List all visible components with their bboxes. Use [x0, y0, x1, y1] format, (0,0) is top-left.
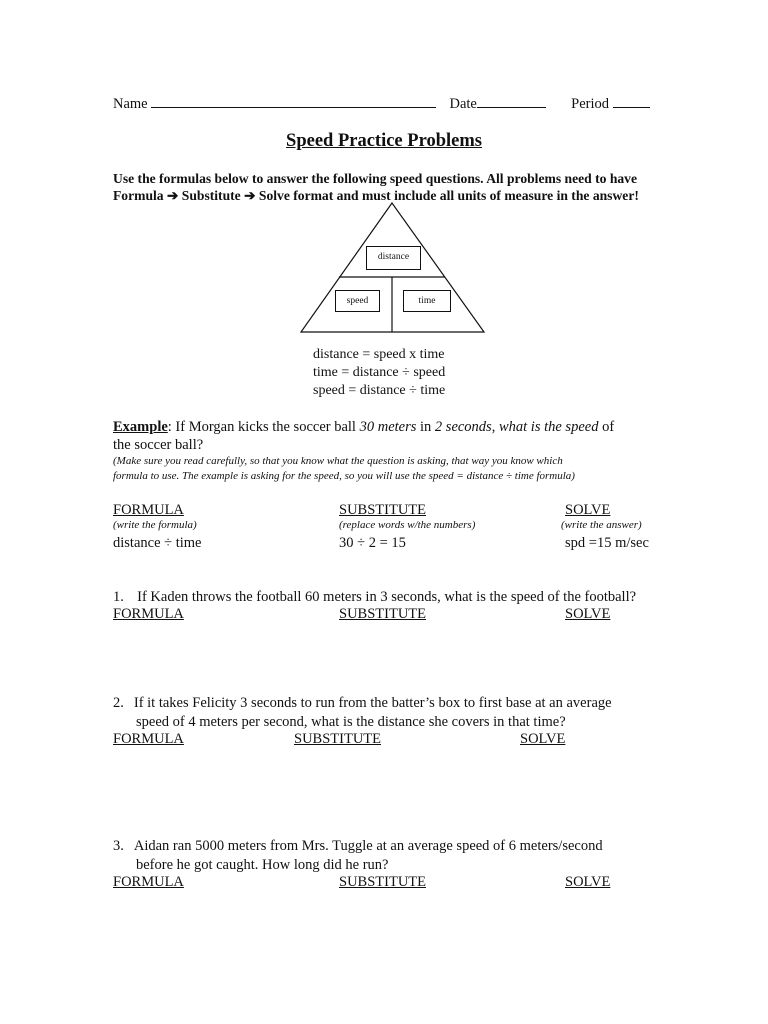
question-1-number: 1.	[113, 589, 124, 605]
q2-solve-header: SOLVE	[520, 731, 566, 747]
formula-triangle	[298, 200, 488, 336]
example	[113, 418, 614, 454]
example-solve-header: SOLVE	[565, 502, 611, 518]
q3-formula-header: FORMULA	[113, 874, 184, 890]
triangle-time-box: time	[403, 290, 451, 312]
name-field[interactable]	[151, 93, 436, 108]
example-formula-value: distance ÷ time	[113, 535, 202, 551]
question-2-text-2: speed of 4 meters per second, what is the distance she covers in that time?	[136, 714, 566, 730]
q2-substitute-header: SUBSTITUTE	[294, 731, 381, 747]
header-line	[113, 93, 650, 113]
q3-solve-header: SOLVE	[565, 874, 611, 890]
question-1-text: If Kaden throws the football 60 meters in 3 seconds, what is the speed of the football?	[137, 589, 637, 605]
period-label: Period	[571, 96, 609, 112]
question-3	[113, 837, 603, 875]
formula-time: time = distance ÷ speed	[313, 365, 446, 380]
formula-distance: distance = speed x time	[313, 347, 445, 362]
question-3-text-1: Aidan ran 5000 meters from Mrs. Tuggle at an average speed of 6 meters/second	[133, 838, 603, 854]
example-note	[113, 454, 575, 484]
example-solve-hint: (write the answer)	[561, 519, 642, 531]
date-label: Date	[449, 96, 477, 112]
triangle-distance-box: distance	[366, 246, 421, 270]
q2-formula-header: FORMULA	[113, 731, 184, 747]
formula-speed: speed = distance ÷ time	[313, 383, 446, 398]
example-substitute-hint: (replace words w/the numbers)	[339, 519, 476, 531]
q1-formula-header: FORMULA	[113, 606, 184, 622]
example-em-1: 30 meters	[359, 419, 417, 435]
instructions-line-2: Formula ➔ Substitute ➔ Solve format and must include all units of measure in the answer!	[113, 188, 639, 203]
question-2-number: 2.	[113, 695, 124, 711]
date-field[interactable]	[477, 93, 546, 108]
instructions-line-1: Use the formulas below to answer the following speed questions. All problems need to have	[113, 171, 638, 186]
example-note-2: formula to use. The example is asking for the speed, so you will use the speed = distance ÷ time formula)	[113, 470, 575, 482]
example-label: Example	[113, 419, 168, 435]
example-em-2: 2 seconds	[434, 419, 492, 435]
question-3-text-2: before he got caught. How long did he run?	[136, 857, 389, 873]
page-title: Speed Practice Problems	[286, 131, 482, 151]
q1-solve-header: SOLVE	[565, 606, 611, 622]
formula-list	[313, 346, 445, 400]
question-1	[113, 588, 636, 607]
example-formula-hint: (write the formula)	[113, 519, 197, 531]
q1-substitute-header: SUBSTITUTE	[339, 606, 426, 622]
period-field[interactable]	[613, 93, 650, 108]
triangle-speed-box: speed	[335, 290, 380, 312]
name-label: Name	[113, 96, 148, 112]
example-text-d: of	[598, 419, 615, 435]
question-3-number: 3.	[113, 838, 124, 854]
question-2	[113, 694, 612, 732]
example-formula-header: FORMULA	[113, 502, 184, 518]
example-line-2: the soccer ball?	[113, 437, 204, 453]
example-substitute-value: 30 ÷ 2 = 15	[339, 535, 406, 551]
example-note-1: (Make sure you read carefully, so that you know what the question is asking, that way you know which	[113, 455, 563, 467]
example-em-3: what is the speed	[498, 419, 599, 435]
example-substitute-header: SUBSTITUTE	[339, 502, 426, 518]
instructions	[113, 170, 639, 204]
example-text-b: in	[416, 419, 435, 435]
example-solve-value: spd =15 m/sec	[565, 535, 649, 551]
question-2-text-1: If it takes Felicity 3 seconds to run from the batter’s box to first base at an average	[133, 695, 612, 711]
example-text-c: ,	[491, 419, 499, 435]
q3-substitute-header: SUBSTITUTE	[339, 874, 426, 890]
example-text-a: : If Morgan kicks the soccer ball	[167, 419, 360, 435]
